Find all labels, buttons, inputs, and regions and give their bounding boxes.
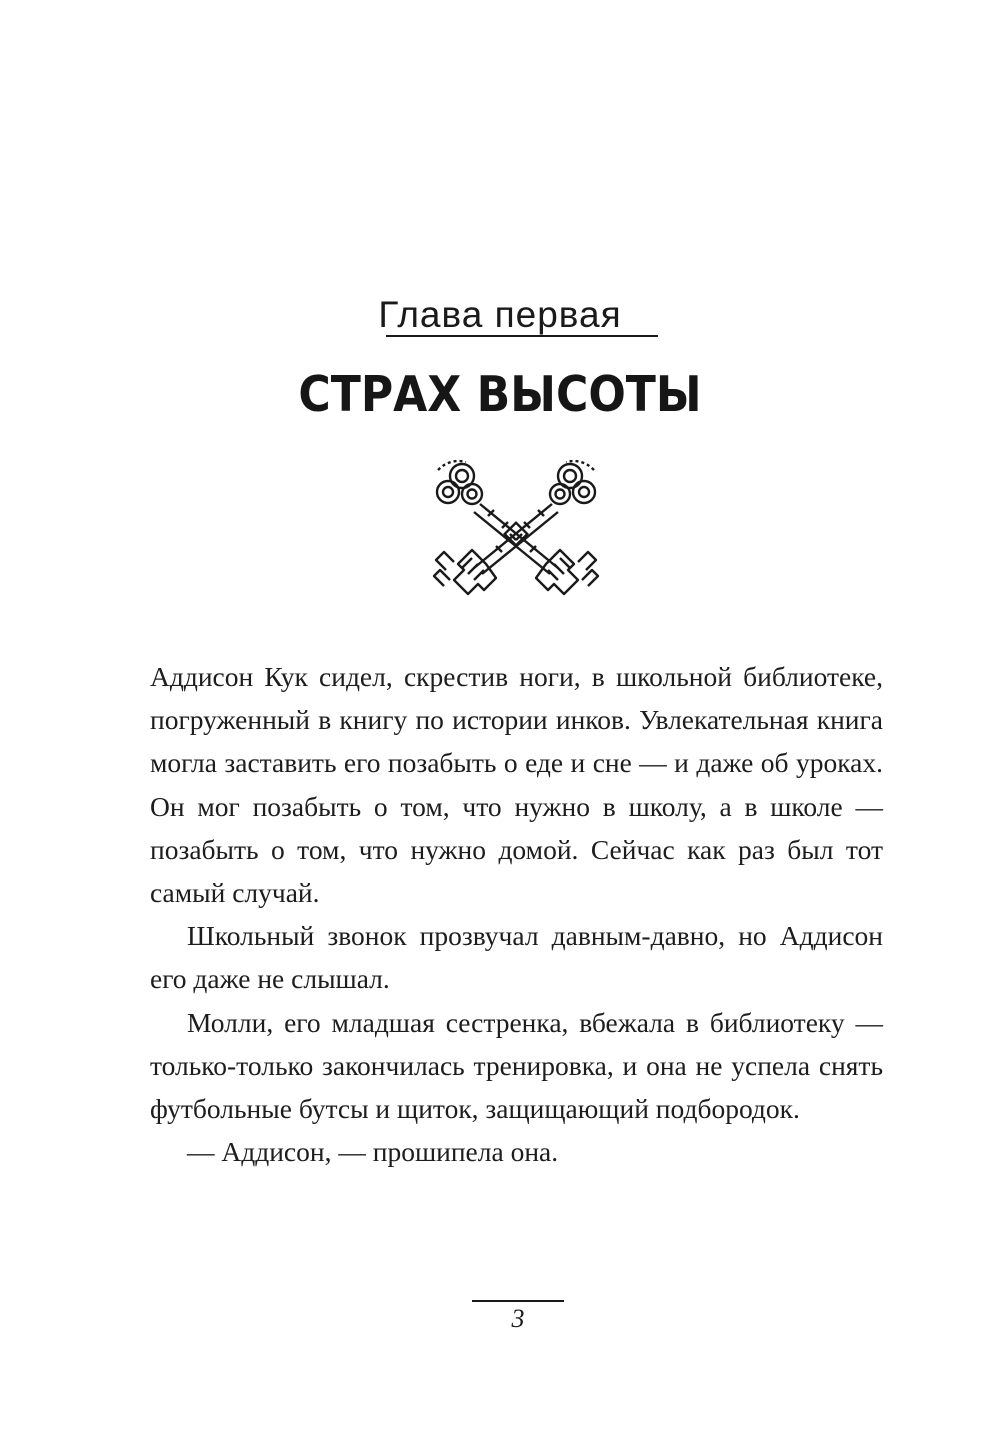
chapter-underline — [386, 335, 658, 337]
page-number: 3 — [511, 1304, 525, 1333]
footer-rule — [472, 1300, 564, 1302]
paragraph: Школьный звонок прозвучал давным-давно, но Аддисон его даже не слышал. — [150, 920, 883, 995]
paragraph: — Аддисон, — прошипела она. — [187, 1136, 559, 1168]
paragraph: Аддисон Кук сидел, скрестив ноги, в школьной библиотеке, погруженный в книгу по истории инков. Увлекательная книга могла заставить его позабыть о еде и сне — и даже об уроках. Он мог позабыть о том, что нужно в школу, а в школе — позабыть о том, что нужно домой. Сейчас как раз был тот самый случай. — [150, 661, 883, 909]
chapter-body — [150, 655, 883, 1173]
crossed-keys-icon — [428, 452, 604, 604]
chapter-title: СТРАХ ВЫСОТЫ — [298, 366, 702, 423]
chapter-label: Глава первая — [378, 294, 622, 335]
paragraph: Молли, его младшая сестренка, вбежала в библиотеку — только-только закончилась тренировка, и она не успела снять футбольные бутсы и щиток, защищающий подбородок. — [150, 1006, 883, 1125]
